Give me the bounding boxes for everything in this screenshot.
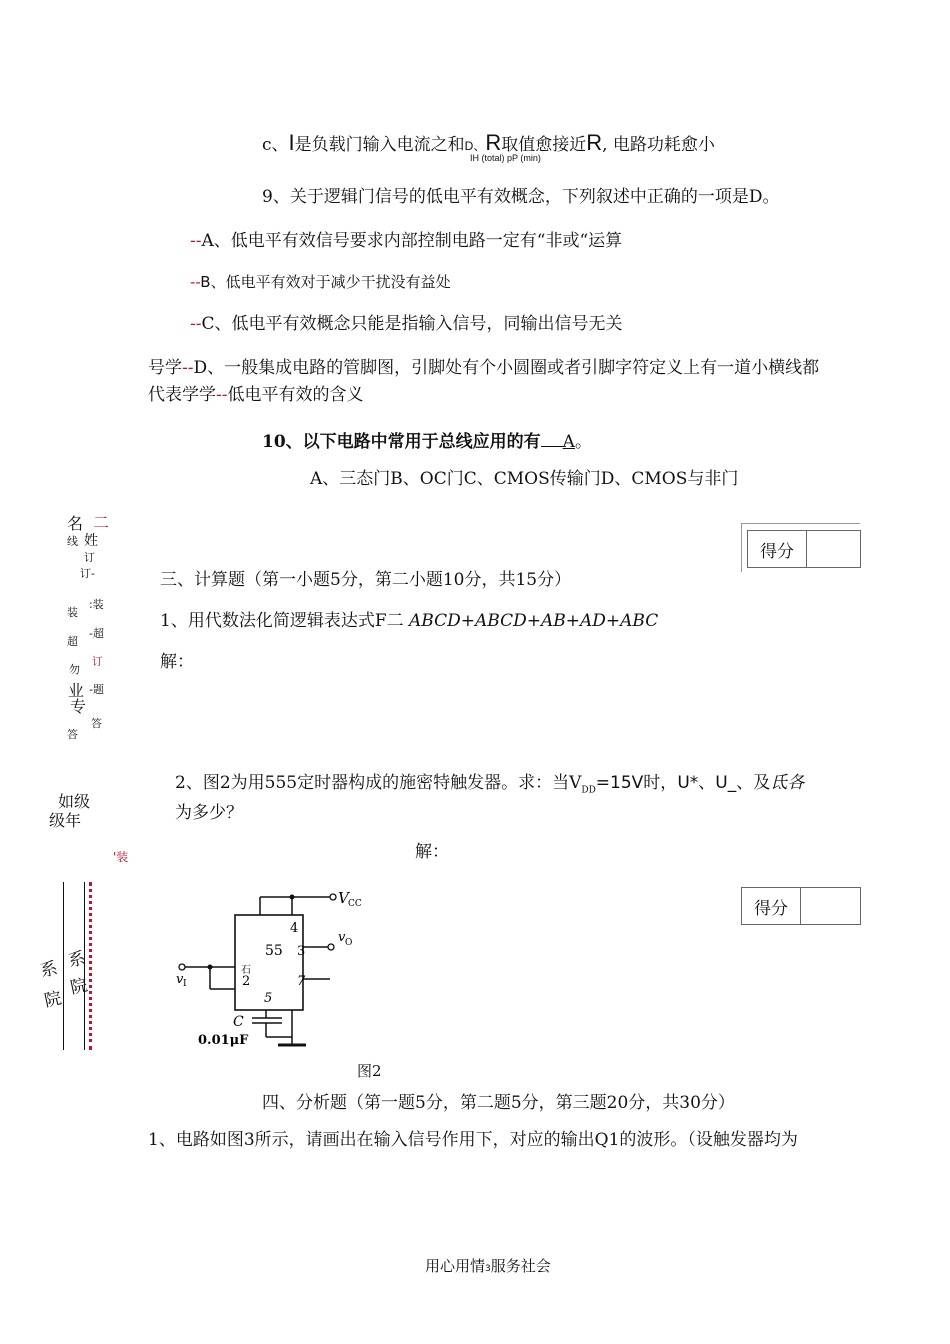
- margin-line-dotted: [89, 882, 92, 1050]
- margin-wu: 勿: [69, 663, 80, 676]
- margin-er: 二: [93, 513, 110, 532]
- pin4-label: 4: [290, 921, 299, 936]
- footer-text-b: 服务社会: [490, 1257, 551, 1275]
- vo-subscript: O: [345, 938, 353, 948]
- q10-answer: A: [562, 432, 575, 452]
- score-value-2[interactable]: [801, 888, 860, 924]
- vi-terminal: [179, 964, 185, 970]
- margin-ding2: 订-: [80, 567, 95, 580]
- pin3-label: 3: [297, 944, 306, 959]
- score-label-1: 得分: [748, 531, 807, 567]
- pin2-label: 2: [242, 974, 251, 989]
- chip-label: 55: [265, 943, 283, 959]
- margin-ding1: 订: [84, 551, 95, 564]
- footer: [425, 1257, 551, 1275]
- margin-line-solid-1: [63, 882, 64, 1050]
- section3-q2-text: 2、图2为用555定时器构成的施密特触发器。求：当V: [175, 773, 582, 793]
- q9-option-d-text: D、一般集成电路的管脚图，引脚处有个小圆圈或者引脚字符定义上有一道小横线都: [193, 358, 820, 378]
- section3-q2-value: =15V时，: [595, 773, 678, 793]
- score-value-1[interactable]: [807, 531, 860, 567]
- margin-zhuang3: '装: [113, 850, 129, 864]
- vi-label: v: [176, 972, 184, 987]
- margin-zhuang2: :装: [89, 598, 104, 611]
- cap-value-label: 0.01μF: [198, 1033, 249, 1048]
- q9-option-a-text: A、低电平有效信号要求内部控制电路一定有“非或“运算: [201, 231, 623, 251]
- dash: --: [190, 273, 201, 291]
- margin-chao1: 超: [67, 635, 78, 648]
- vo-terminal: [328, 944, 334, 950]
- margin-chao2: -超: [89, 627, 104, 640]
- q9-stem: 9、关于逻辑门信号的低电平有效概念，下列叙述中正确的一项是D。: [262, 187, 780, 207]
- section3-q2-line2: 为多少？: [175, 803, 243, 823]
- section4-title: 四、分析题（第一题5分，第二题5分，第三题20分，共30分）: [262, 1093, 735, 1113]
- q10-options: A、三态门B、OC门C、CMOS传输门D、CMOS与非门: [310, 469, 739, 489]
- margin-zhuang1: 装: [67, 606, 78, 619]
- dash: --: [216, 385, 228, 405]
- option-c-text: 是负载门输入电流之和: [294, 135, 465, 155]
- margin-da1: 答: [91, 717, 102, 730]
- margin-xian: 线: [67, 535, 78, 548]
- margin-ming: 名: [67, 514, 84, 533]
- margin-da2: 答: [67, 728, 78, 741]
- q9-option-a: [190, 231, 622, 251]
- dash: --: [190, 231, 202, 251]
- margin-nian: 级年: [49, 811, 82, 830]
- score-label-2: 得分: [742, 888, 801, 924]
- margin-ding3: 订: [92, 655, 103, 668]
- q9-option-c-text: C、低电平有效概念只能是指输入信号，同输出信号无关: [201, 314, 623, 334]
- option-d-text: 取值愈接近: [501, 135, 587, 155]
- page-number: 3: [485, 1264, 491, 1274]
- margin-ji: 如级: [58, 792, 91, 811]
- figure2-caption: 图2: [357, 1062, 382, 1080]
- vo-label: v: [338, 930, 346, 945]
- option-d-prefix: D、: [464, 139, 486, 153]
- symbol-i: I: [288, 130, 295, 155]
- subscripts-line: IH (total) pP (min): [470, 153, 541, 163]
- symbol-r2: R: [586, 130, 603, 155]
- score-box-2: [741, 887, 861, 925]
- q9-option-d-word: 代表: [148, 385, 182, 405]
- q9-option-b-text: B、低电平有效对于减少干扰没有益处: [200, 273, 451, 291]
- vcc-subscript: CC: [348, 899, 362, 909]
- margin-ti: -题: [89, 683, 104, 696]
- score-box-1: [747, 530, 861, 568]
- vi-subscript: I: [183, 979, 187, 989]
- section3-q1-solve: 解：: [160, 652, 194, 672]
- margin-zhuan: 专: [70, 697, 87, 716]
- q9-option-d-line2: [148, 385, 364, 405]
- vcc-label: V: [338, 889, 349, 907]
- section3-q1: [160, 611, 658, 631]
- pin6-label: 石: [241, 965, 251, 976]
- margin-yuan1: 院: [42, 988, 64, 1012]
- section3-q2-end: 氐各: [770, 773, 805, 793]
- section3-title: 三、计算题（第一小题5分，第二小题10分，共15分）: [160, 570, 572, 590]
- vcc-terminal: [330, 894, 336, 900]
- dash: --: [182, 358, 194, 378]
- pin7-label: 7: [297, 974, 306, 989]
- q10-stem-end: 。: [574, 432, 592, 452]
- vdd-subscript: DD: [581, 785, 596, 796]
- option-d-end: , 电路功耗愈小: [602, 135, 715, 155]
- logic-expression: ABCD+ABCD+AB+AD+ABC: [409, 611, 659, 631]
- q9-option-b: [190, 273, 451, 291]
- symbol-r1: R: [485, 130, 502, 155]
- margin-xuehao: 号学: [148, 358, 182, 378]
- cap-label: C: [233, 1014, 244, 1030]
- q9-option-d-line2-text: 低电平有效的含义: [227, 385, 364, 405]
- q9-option-d: [148, 358, 819, 378]
- q10-stem-text: 10、以下电路中常用于总线应用的有: [262, 432, 541, 452]
- section3-q2-u: U*、U_、及: [677, 773, 771, 793]
- section3-q2: [175, 773, 804, 796]
- section3-q2-solve: 解：: [415, 842, 449, 862]
- margin-xuexue: 学学: [182, 385, 216, 405]
- equals-glyph: 二: [386, 611, 404, 631]
- margin-xi2: 系: [66, 948, 88, 972]
- q10-stem: [262, 432, 592, 452]
- margin-yuan2: 院: [68, 975, 90, 999]
- margin-xing: 姓: [84, 533, 98, 549]
- option-c-prefix: c、: [262, 135, 289, 155]
- figure-555-circuit: [170, 885, 380, 1060]
- pin5-label: 5: [264, 991, 273, 1006]
- footer-text-a: 用心用情: [425, 1257, 486, 1275]
- section3-q1-text: 1、用代数法化简逻辑表达式F: [160, 611, 387, 631]
- margin-ye: 业: [68, 681, 85, 700]
- section4-q1: 1、电路如图3所示，请画出在输入信号作用下，对应的输出Q1的波形。（设触发器均为: [148, 1130, 798, 1150]
- dash: --: [190, 314, 202, 334]
- margin-xi1: 系: [38, 958, 60, 982]
- q9-option-c: [190, 314, 623, 334]
